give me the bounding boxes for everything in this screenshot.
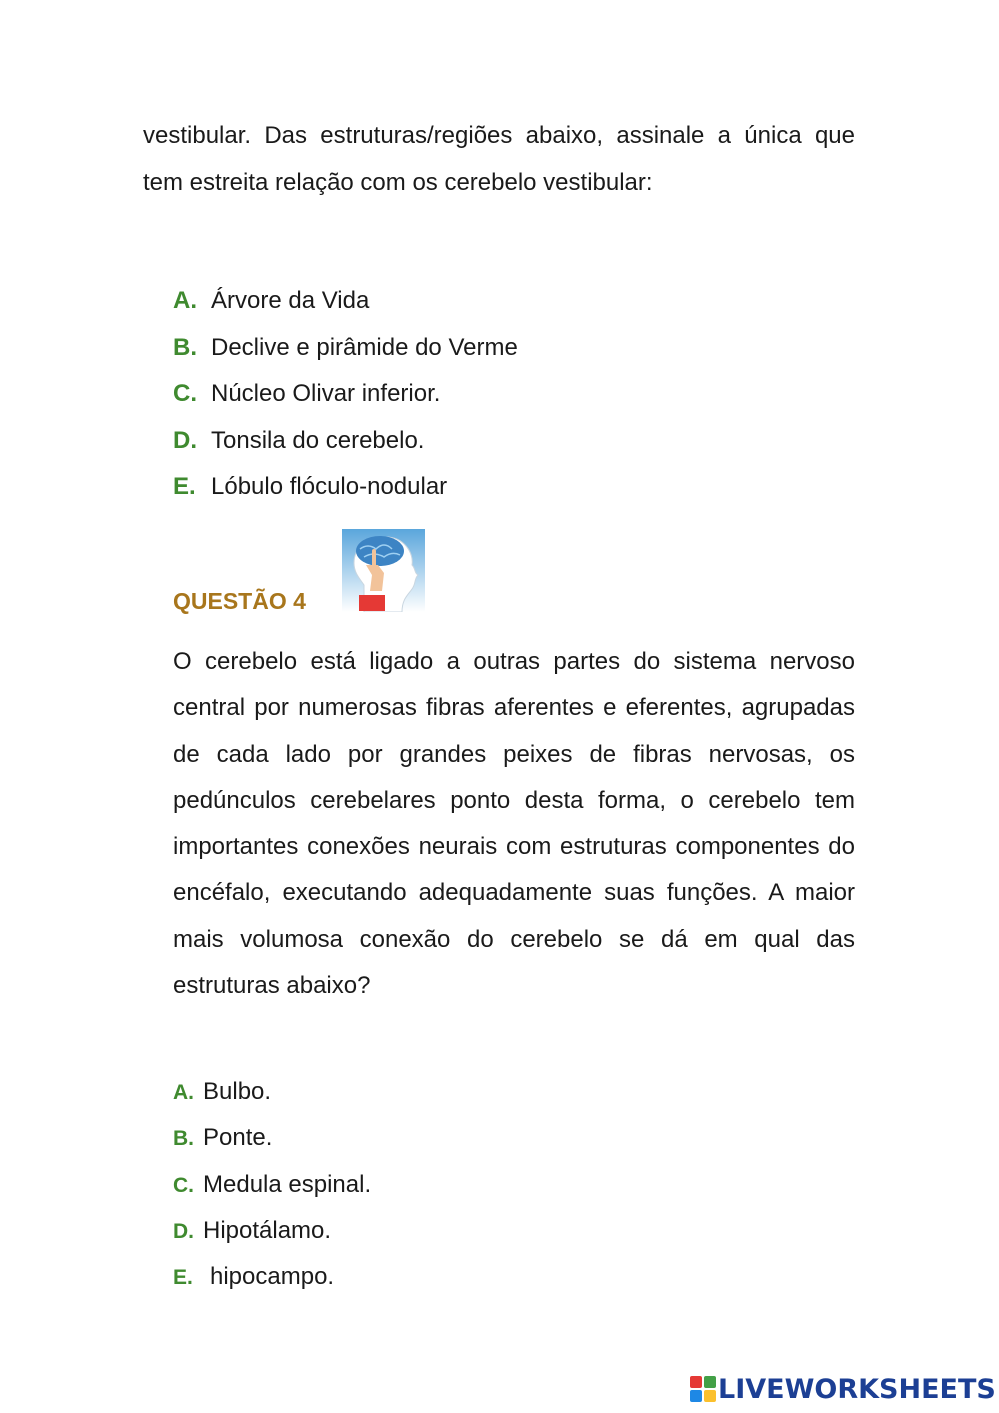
option-letter: A. [173,287,197,314]
brain-head-touch-icon [342,529,425,612]
option-c[interactable] [173,1162,371,1208]
question3-options [173,278,518,511]
option-b[interactable] [173,325,518,372]
option-d[interactable] [173,1208,371,1254]
option-letter: B. [173,1127,194,1151]
option-d[interactable] [173,418,518,465]
option-text: Bulbo. [203,1078,272,1105]
option-text: Hipotálamo. [203,1216,332,1244]
liveworksheets-logo-icon [690,1376,716,1402]
option-letter: B. [173,333,197,361]
option-a[interactable] [173,1069,371,1115]
option-letter: C. [173,1173,194,1197]
option-text: Ponte. [203,1124,273,1152]
option-letter: D. [173,426,197,454]
option-text: Medula espinal. [203,1170,372,1198]
option-text: hipocampo. [210,1263,335,1291]
option-text: Árvore da Vida [211,287,370,314]
option-letter: E. [173,473,196,500]
option-letter: D. [173,1219,194,1243]
option-text: Declive e pirâmide do Verme [211,333,518,361]
option-text: Lóbulo flóculo-nodular [211,473,448,500]
liveworksheets-brand[interactable] [690,1371,996,1407]
question-title: QUESTÃO 4 [173,588,306,614]
intro-paragraph: vestibular. Das estruturas/regiões abaixo, assinale a única que tem estreita relação com os cerebelo vestibular: [143,122,855,196]
option-letter: C. [173,380,197,407]
option-text: Tonsila do cerebelo. [211,426,425,454]
option-b[interactable] [173,1115,371,1161]
option-e[interactable] [173,464,518,511]
question-body: O cerebelo está ligado a outras partes do sistema nervoso central por numerosas fibras aferentes e eferentes, agrupadas de cada lado por grandes peixes de fibras nervosas, os pedúnculos cerebelares ponto desta forma, o cerebelo tem importantes conexões neurais com estruturas componentes do encéfalo, executando adequadamente suas funções. A maior mais volumosa conexão do cerebelo se dá em qual das estruturas abaixo? [173,648,855,1000]
brand-name: LIVEWORKSHEETS [718,1373,996,1405]
option-a[interactable] [173,278,518,325]
option-c[interactable] [173,371,518,418]
option-text: Núcleo Olivar inferior. [211,380,441,407]
option-letter: A. [173,1081,194,1104]
option-letter: E. [173,1266,193,1290]
question4-options [173,1069,371,1300]
option-e[interactable] [173,1254,371,1300]
